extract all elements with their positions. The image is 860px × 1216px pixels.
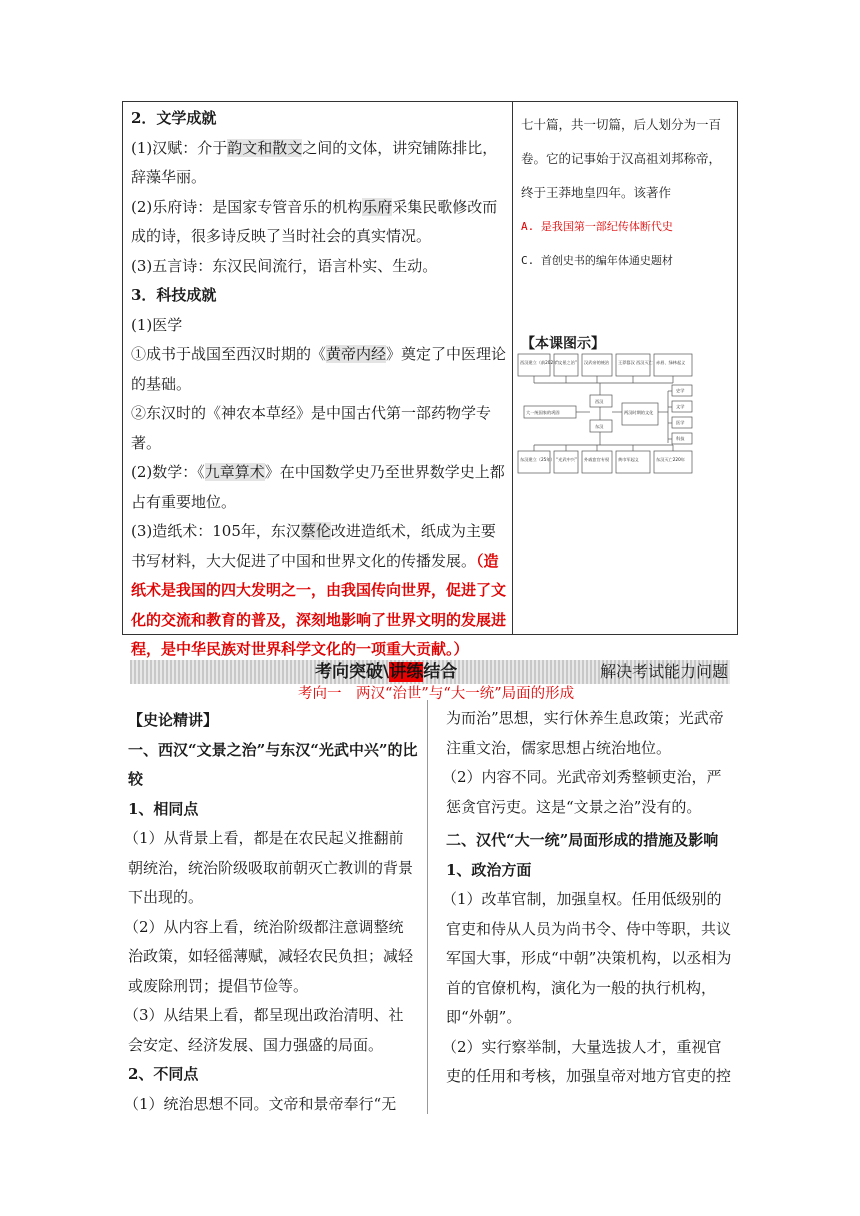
svg-text:医学: 医学 <box>676 420 685 425</box>
comparison-heading: 一、西汉“文景之治”与东汉“光武中兴”的比较 <box>128 740 418 788</box>
question-text: 七十篇，共一切篇，后人划分为一百卷。它的记事始于汉高祖刘邦称帝，终于王莽地皇四年。该著作 <box>521 117 722 200</box>
svg-text:科技: 科技 <box>676 436 685 441</box>
medicine-item: (1)医学 <box>131 315 183 334</box>
svg-text:外戚宦官专权: 外戚宦官专权 <box>584 457 610 462</box>
paper-item: (3)造纸术：105年，东汉蔡伦改进造纸术，纸成为主要书写材料，大大促进了中国和世界文化的传播发展。（造纸术是我国的四大发明之一，由我国传向世界，促进了文化的交流和教育的普及，深刻地影响了世界文明的发展进程，是中华民族对世界科学文化的一项重大贡献。） <box>131 522 507 658</box>
svg-text:西汉建立（前202年）: 西汉建立（前202年） <box>520 360 562 365</box>
similarity-3: （3）从结果上看，都呈现出政治清明、社会安定、经济发展、国力强盛的局面。 <box>124 1006 404 1054</box>
difference-2: （2）内容不同。光武帝刘秀整顿吏治，严惩贪官污吏。这是“文景之治”没有的。 <box>442 768 722 816</box>
tech-heading: 3．科技成就 <box>131 286 217 304</box>
lit-heading: 2．文学成就 <box>131 109 217 127</box>
svg-text:文学: 文学 <box>676 404 685 409</box>
right-cell <box>521 108 731 360</box>
svg-text:“光武中兴”: “光武中兴” <box>556 457 578 462</box>
svg-text:“文景之治”: “文景之治” <box>556 360 578 365</box>
yuefu-item: (2)乐府诗：是国家专管音乐的机构乐府采集民歌修改而成的诗，很多诗反映了当时社会的真实情况。 <box>131 197 498 245</box>
option-c: C. 首创史书的编年体通史题材 <box>521 254 673 267</box>
lesson-diagram <box>516 351 694 476</box>
option-a: A. 是我国第一部纪传体断代史 <box>521 220 673 233</box>
similarity-1: （1）从背景上看，都是在农民起义推翻前朝统治，统治阶级吸取前朝灭亡教训的背景下出现的。 <box>124 829 414 906</box>
east-han-node: 东汉 <box>595 424 604 429</box>
right-column <box>442 704 736 1092</box>
shennong-item: ②东汉时的《神农本草经》是中国古代第一部药物学专著。 <box>131 404 492 452</box>
left-column <box>124 706 418 1119</box>
similarity-2: （2）从内容上看，统治阶级都注意调整统治政策，如轻徭薄赋，减轻农民负担；减轻或废除刑罚；提倡节俭等。 <box>124 917 414 995</box>
svg-text:黄巾军起义: 黄巾军起义 <box>618 457 639 462</box>
diagram-bottom-row <box>518 432 692 473</box>
unification-heading: 二、汉代“大一统”局面形成的措施及影响 <box>446 831 719 849</box>
svg-text:两汉时期的文化: 两汉时期的文化 <box>624 410 654 415</box>
politics-1: （1）改革官制，加强皇权。任用低级别的官吏和侍从人员为尚书令、侍中等职，共议军国大事，形成“中朝”决策机构，以丞相为首的官僚机构，演化为一般的执行机构，即“外朝”。 <box>442 890 732 1026</box>
difference-1-cont: 为而治”思想，实行休养生息政策；光武帝注重文治，儒家思想占统治地位。 <box>446 709 724 757</box>
politics-heading: 1、政治方面 <box>446 860 532 879</box>
left-cell <box>131 104 509 665</box>
section-banner <box>130 660 730 684</box>
svg-text:王莽篡汉 西汉灭亡: 王莽篡汉 西汉灭亡 <box>618 360 653 365</box>
hanfu-item: (1)汉赋：介于韵文和散文之间的文体，讲究铺陈排比，辞藻华丽。 <box>131 138 498 186</box>
banner-title: 考向突破\讲练结合 <box>315 662 458 682</box>
svg-text:大一统国家的巩固: 大一统国家的巩固 <box>526 410 560 415</box>
similarities-heading: 1、相同点 <box>128 799 199 818</box>
column-divider <box>427 700 428 1114</box>
svg-text:东汉建立（25年）: 东汉建立（25年） <box>520 457 555 462</box>
wuyan-item: (3)五言诗：东汉民间流行，语言朴实、生动。 <box>131 256 438 275</box>
banner-subtitle: 解决考试能力问题 <box>599 662 728 681</box>
svg-text:史学: 史学 <box>676 388 685 393</box>
math-item: (2)数学：《九章算术》在中国数学史乃至世界数学史上都占有重要地位。 <box>131 463 505 511</box>
svg-text:汉武帝的统治: 汉武帝的统治 <box>584 360 610 365</box>
topic-heading: 考向一 两汉“治世”与“大一统”局面的形成 <box>298 686 575 702</box>
differences-heading: 2、不同点 <box>128 1065 199 1083</box>
shilun-heading: 【史论精讲】 <box>128 711 219 729</box>
west-han-node: 西汉 <box>595 399 604 404</box>
diagram-top-row <box>518 354 692 395</box>
politics-2: （2）实行察举制，大量选拔人才，重视官吏的任用和考核，加强皇帝对地方官吏的控 <box>442 1037 732 1085</box>
svg-text:赤眉、绿林起义: 赤眉、绿林起义 <box>656 360 686 365</box>
difference-1: （1）统治思想不同。文帝和景帝奉行“无 <box>124 1094 397 1113</box>
huangdi-item: ①成书于战国至西汉时期的《黄帝内经》奠定了中医理论的基础。 <box>131 345 507 393</box>
diagram-heading: 【本课图示】 <box>521 335 605 351</box>
table-divider <box>512 102 513 634</box>
svg-text:东汉灭亡220年: 东汉灭亡220年 <box>656 457 685 462</box>
